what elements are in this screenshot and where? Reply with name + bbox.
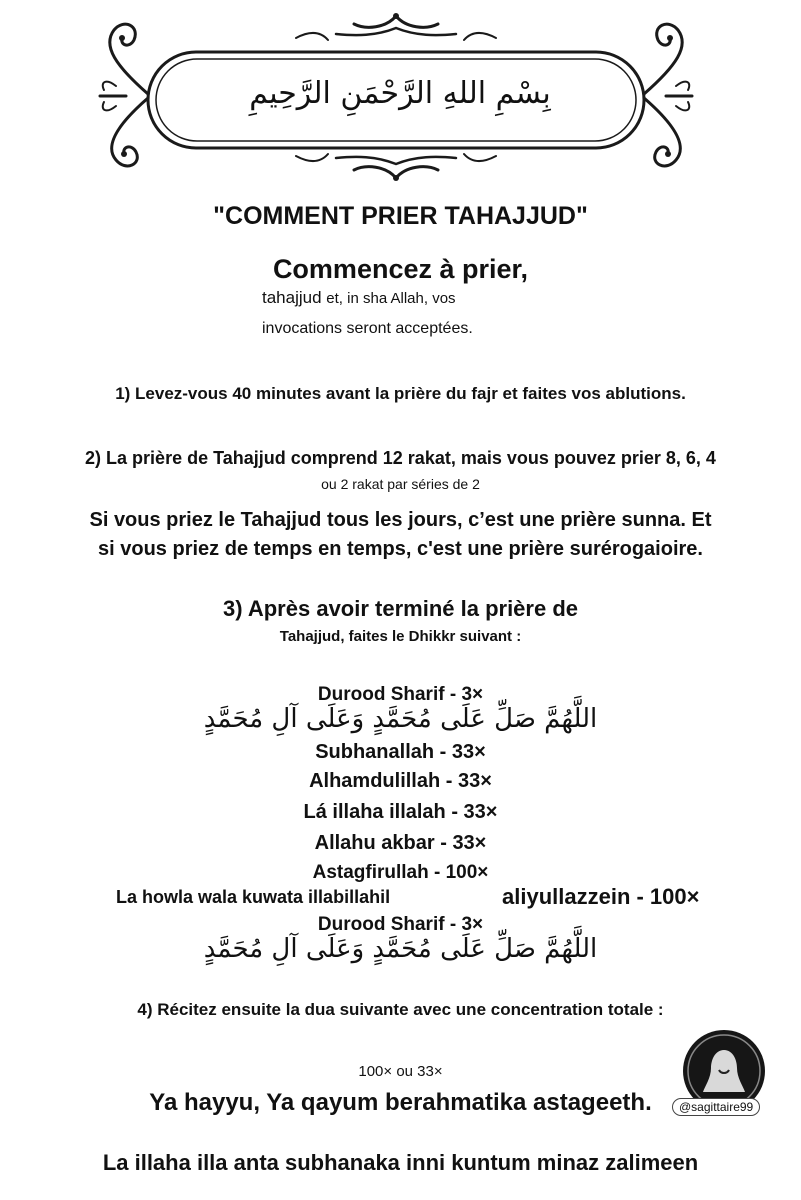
dhikr-la-howla-part-2: aliyullazzein - 100× — [502, 884, 700, 909]
dhikr-subhanallah: Subhanallah - 33× — [315, 741, 486, 763]
basmala-calligraphy: بِسْمِ اللهِ الرَّحْمَنِ الرَّحِيمِ — [249, 76, 551, 111]
dhikr-la-howla-part-1: La howla wala kuwata illabillahil — [116, 887, 391, 907]
step-4: 4) Récitez ensuite la dua suivante avec une concentration totale : — [137, 1000, 664, 1019]
dhikr-la-illaha: Lá illaha illalah - 33× — [303, 801, 498, 823]
intro-word-tahajjud: tahajjud — [262, 288, 322, 307]
step-3-line-2: Tahajjud, faites le Dhikkr suivant : — [279, 628, 522, 645]
watermark-handle: @sagittaire99 — [672, 1098, 760, 1116]
dua-line-2: La illaha illa anta subhanaka inni kuntum minaz zalimeen — [102, 1150, 699, 1175]
dhikr-durood-2: Durood Sharif - 3× — [317, 914, 484, 935]
dhikr-arabic-2: اللَّهُمَّ صَلِّ عَلَى مُحَمَّدٍ وَعَلَى آلِ مُحَمَّدٍ — [203, 934, 598, 964]
dua-count: 100× ou 33× — [358, 1063, 443, 1080]
page-title: "COMMENT PRIER TAHAJJUD" — [213, 202, 588, 230]
dhikr-arabic-1: اللَّهُمَّ صَلِّ عَلَى مُحَمَّدٍ وَعَلَى آلِ مُحَمَّدٍ — [203, 704, 598, 734]
intro-headline: Commencez à prier, — [272, 254, 529, 284]
intro-line-1-rest: et, in sha Allah, vos — [326, 290, 456, 307]
note-line-2: si vous priez de temps en temps, c'est une prière surérogaioire. — [98, 538, 703, 560]
step-2-line-2: ou 2 rakat par séries de 2 — [321, 476, 480, 492]
step-2-line-1: 2) La prière de Tahajjud comprend 12 rakat, mais vous pouvez prier 8, 6, 4 — [85, 448, 716, 468]
intro-line-2: invocations seront acceptées. — [262, 320, 473, 337]
dhikr-alhamdulillah: Alhamdulillah - 33× — [309, 770, 492, 792]
note-line-1: Si vous priez le Tahajjud tous les jours, c’est une prière sunna. Et — [89, 509, 712, 531]
step-3-line-1: 3) Après avoir terminé la prière de — [223, 596, 578, 621]
dhikr-astagfirullah: Astagfirullah - 100× — [312, 862, 489, 883]
dua-line-1: Ya hayyu, Ya qayum berahmatika astageeth. — [149, 1089, 652, 1116]
step-1: 1) Levez-vous 40 minutes avant la prière du fajr et faites vos ablutions. — [115, 384, 686, 403]
dhikr-durood-1: Durood Sharif - 3× — [317, 684, 484, 705]
intro-line-1 — [262, 288, 456, 308]
dhikr-allahu-akbar: Allahu akbar - 33× — [314, 832, 487, 854]
